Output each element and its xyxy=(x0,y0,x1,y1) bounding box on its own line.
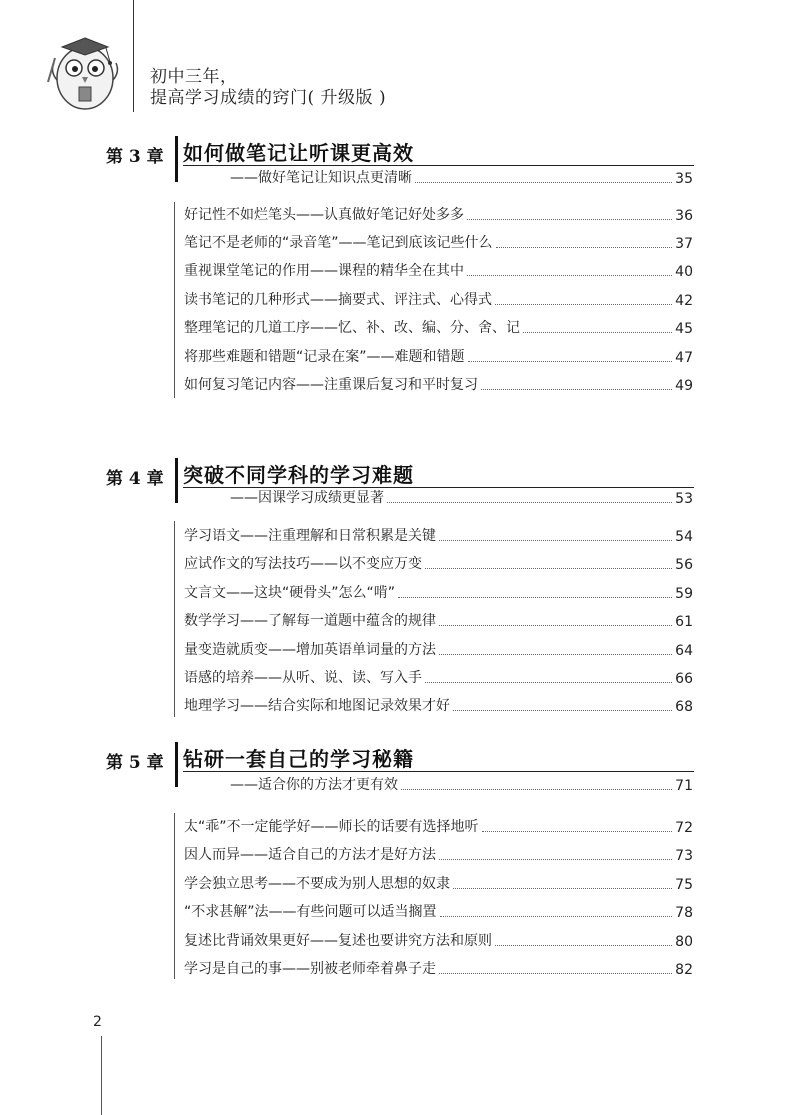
toc-entry[interactable]: 学习语文——注重理解和日常积累是关键 54 xyxy=(184,528,693,545)
chapter-label: 第 5 章 xyxy=(106,753,164,773)
toc-entry[interactable]: 太“乖”不一定能学好——师长的话要有选择地听 72 xyxy=(184,819,693,836)
footer-page-number: 2 xyxy=(93,1014,102,1030)
entries-vertical-rule xyxy=(174,521,175,717)
book-title-line-1: 初中三年， xyxy=(150,67,238,87)
toc-entry[interactable]: 复述比背诵效果更好——复述也要讲究方法和原则 80 xyxy=(184,933,693,950)
chapter-rule xyxy=(183,771,694,772)
toc-entry[interactable]: 笔记不是老师的“录音笔”——笔记到底该记些什么 37 xyxy=(184,235,693,252)
toc-entry[interactable]: 读书笔记的几种形式——摘要式、评注式、心得式 42 xyxy=(184,292,693,309)
entries-vertical-rule xyxy=(174,813,175,979)
toc-entry[interactable]: 数学学习——了解每一道题中蕴含的规律 61 xyxy=(184,613,693,630)
chapter-rule xyxy=(183,165,694,166)
page-number: 71 xyxy=(675,778,693,794)
entries-vertical-rule xyxy=(174,202,175,398)
toc-entry[interactable]: 文言文——这块“硬骨头”怎么“啃” 59 xyxy=(184,585,693,602)
toc-entry[interactable]: 地理学习——结合实际和地图记录效果才好 68 xyxy=(184,698,693,715)
chapter-bar xyxy=(175,742,178,787)
toc-entry[interactable]: 好记性不如烂笔头——认真做好笔记好处多多 36 xyxy=(184,207,693,224)
page-number: 53 xyxy=(675,491,693,507)
book-title-line-2: 提高学习成绩的窍门( 升级版 ) xyxy=(150,88,387,108)
toc-entry[interactable]: 量变造就质变——增加英语单词量的方法 64 xyxy=(184,642,693,659)
chapter-subtitle: ——因课学习成绩更显著 xyxy=(230,490,384,506)
chapter-title: 钻研一套自己的学习秘籍 xyxy=(183,747,414,771)
leader-dots xyxy=(387,502,672,503)
toc-entry[interactable]: 重视课堂笔记的作用——课程的精华全在其中 40 xyxy=(184,263,693,280)
toc-entry[interactable]: 应试作文的写法技巧——以不变应万变 56 xyxy=(184,556,693,573)
toc-entry[interactable]: 因人而异——适合自己的方法才是好方法 73 xyxy=(184,847,693,864)
leader-dots xyxy=(415,182,672,183)
chapter-label: 第 4 章 xyxy=(106,469,164,489)
toc-entry[interactable]: 学习是自己的事——别被老师牵着鼻子走 82 xyxy=(184,961,693,978)
footer-vertical-rule xyxy=(101,1036,102,1115)
chapter-title: 突破不同学科的学习难题 xyxy=(183,463,414,487)
toc-entry[interactable]: 如何复习笔记内容——注重课后复习和平时复习 49 xyxy=(184,377,693,394)
chapter-subtitle-row[interactable] xyxy=(230,487,693,507)
chapter-bar xyxy=(175,136,178,182)
toc-entry[interactable]: 学会独立思考——不要成为别人思想的奴隶 75 xyxy=(184,876,693,893)
toc-entry[interactable]: 整理笔记的几道工序——忆、补、改、编、分、舍、记 45 xyxy=(184,320,693,337)
leader-dots xyxy=(401,789,672,790)
chapter-title: 如何做笔记让听课更高效 xyxy=(183,141,414,165)
toc-entry[interactable]: “不求甚解”法——有些问题可以适当搁置 78 xyxy=(184,904,693,921)
chapter-label: 第 3 章 xyxy=(106,147,164,167)
chapter-subtitle: ——适合你的方法才更有效 xyxy=(230,777,398,793)
chapter-subtitle-row[interactable] xyxy=(230,774,693,794)
header-vertical-rule xyxy=(133,0,134,112)
page-number: 35 xyxy=(675,171,693,187)
chapter-subtitle-row[interactable] xyxy=(230,167,693,187)
chapter-bar xyxy=(175,458,178,503)
owl-mascot-icon xyxy=(46,30,124,112)
toc-entry[interactable]: 将那些难题和错题“记录在案”——难题和错题 47 xyxy=(184,349,693,366)
toc-entry[interactable]: 语感的培养——从听、说、读、写入手 66 xyxy=(184,670,693,687)
chapter-subtitle: ——做好笔记让知识点更清晰 xyxy=(230,170,412,186)
